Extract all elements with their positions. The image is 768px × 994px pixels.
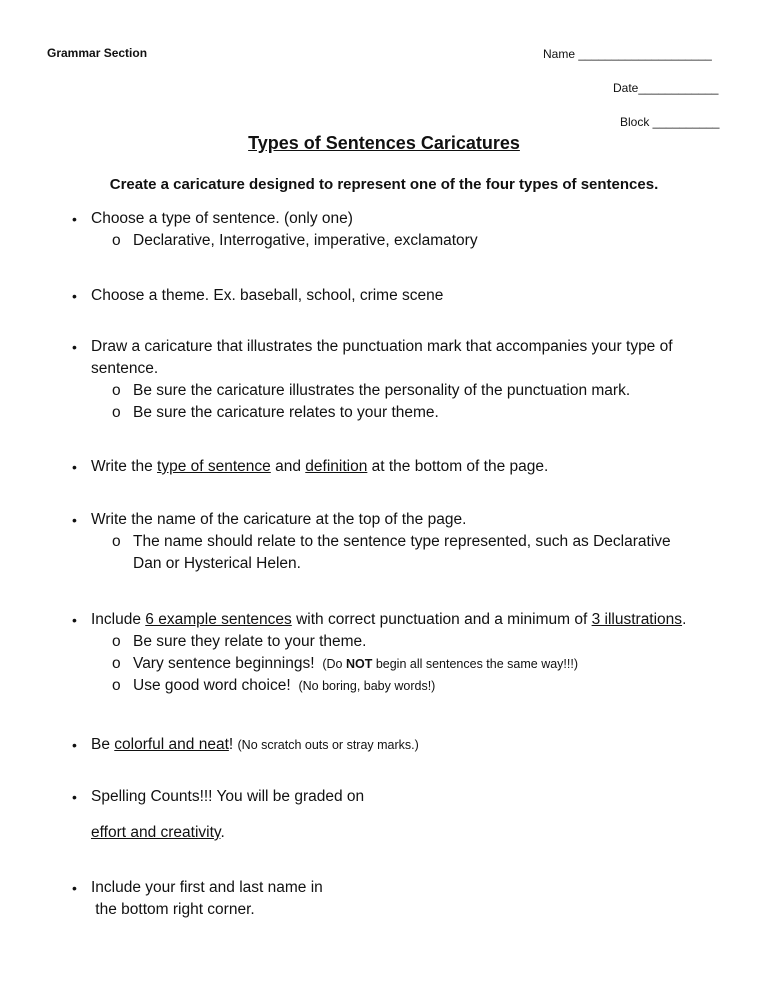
underlined-term: 3 illustrations [591, 611, 683, 628]
sub-bullet-icon: o [112, 382, 121, 399]
text-segment: . [682, 611, 687, 628]
instruction-text [91, 456, 731, 478]
note-text: (No scratch outs or stray marks.) [237, 738, 419, 752]
bullet-icon: • [72, 211, 77, 227]
instruction-text [91, 734, 731, 756]
instruction-text-continued [91, 822, 731, 844]
sub-bullet-icon: o [112, 533, 121, 550]
instruction-text: Write the name of the caricature at the top of the page. [91, 511, 467, 528]
emphasis-text: NOT [345, 657, 373, 671]
text-segment: . [220, 824, 225, 841]
sub-bullet-icon: o [112, 677, 121, 694]
bullet-icon: • [72, 288, 77, 304]
underlined-term: 6 example sentences [145, 611, 292, 628]
text-segment: Be [91, 736, 115, 753]
sub-instruction-text: Vary sentence beginnings! [133, 655, 315, 672]
sub-instruction-text-continued: Dan or Hysterical Helen. [133, 555, 301, 572]
sub-list-item [91, 531, 731, 553]
underlined-term: colorful and neat [114, 736, 229, 753]
sub-bullet-icon: o [112, 655, 121, 672]
sub-bullet-icon: o [112, 633, 121, 650]
instruction-text: Choose a type of sentence. (only one) [91, 210, 353, 227]
text-segment: with correct punctuation and a minimum of [291, 611, 592, 628]
sub-list-item [91, 380, 731, 402]
instruction-text-continued: the bottom right corner. [91, 901, 255, 918]
note-text [319, 657, 578, 671]
instruction-text: Choose a theme. Ex. baseball, school, crime scene [91, 287, 444, 304]
bullet-icon: • [72, 459, 77, 475]
instruction-text: Include your first and last name in [91, 879, 323, 896]
text-segment: (No boring, baby words!) [298, 679, 436, 693]
page-subtitle: Create a caricature designed to represent one of the four types of sentences. [109, 176, 659, 193]
sub-instruction-text: Be sure the caricature relates to your theme. [133, 404, 439, 421]
sub-instruction-text: Use good word choice! [133, 677, 291, 694]
text-segment: (Do [322, 657, 346, 671]
text-segment: Include [91, 611, 146, 628]
text-segment: at the bottom of the page. [367, 458, 549, 475]
sub-instruction-text: Be sure the caricature illustrates the personality of the punctuation mark. [133, 382, 631, 399]
instruction-text [91, 609, 731, 631]
instruction-text-continued: sentence. [91, 360, 159, 377]
sub-list-item [91, 675, 731, 697]
text-segment: ! [228, 736, 234, 753]
text-segment: Write the [91, 458, 158, 475]
instruction-text: Spelling Counts!!! You will be graded on [91, 788, 365, 805]
underlined-term: type of sentence [157, 458, 271, 475]
bullet-icon: • [72, 789, 77, 805]
date-field-line: Date____________ [613, 81, 719, 95]
sub-instruction-text: Declarative, Interrogative, imperative, exclamatory [133, 232, 478, 249]
note-text [295, 679, 435, 693]
sub-bullet-icon: o [112, 232, 121, 249]
sub-instruction-text: The name should relate to the sentence type represented, such as Declarative [133, 533, 671, 550]
bullet-icon: • [72, 339, 77, 355]
bullet-icon: • [72, 880, 77, 896]
instruction-text: Draw a caricature that illustrates the punctuation mark that accompanies your type of [91, 338, 673, 355]
bullet-icon: • [72, 612, 77, 628]
section-label: Grammar Section [47, 46, 148, 60]
underlined-term: effort and creativity [91, 824, 221, 841]
sub-list-item [91, 402, 731, 424]
text-segment: and [270, 458, 306, 475]
sub-bullet-icon: o [112, 404, 121, 421]
page-title: Types of Sentences Caricatures [248, 133, 520, 153]
sub-instruction-text: Be sure they relate to your theme. [133, 633, 367, 650]
sub-list-item [91, 653, 731, 675]
sub-list-item [91, 631, 731, 653]
bullet-icon: • [72, 737, 77, 753]
name-field-line: Name ____________________ [543, 47, 712, 61]
sub-list-item [91, 230, 731, 252]
text-segment: begin all sentences the same way!!!) [372, 657, 579, 671]
underlined-term: definition [305, 458, 368, 475]
block-field-line: Block __________ [620, 115, 720, 129]
bullet-icon: • [72, 512, 77, 528]
sub-list-item-continued [91, 553, 731, 575]
